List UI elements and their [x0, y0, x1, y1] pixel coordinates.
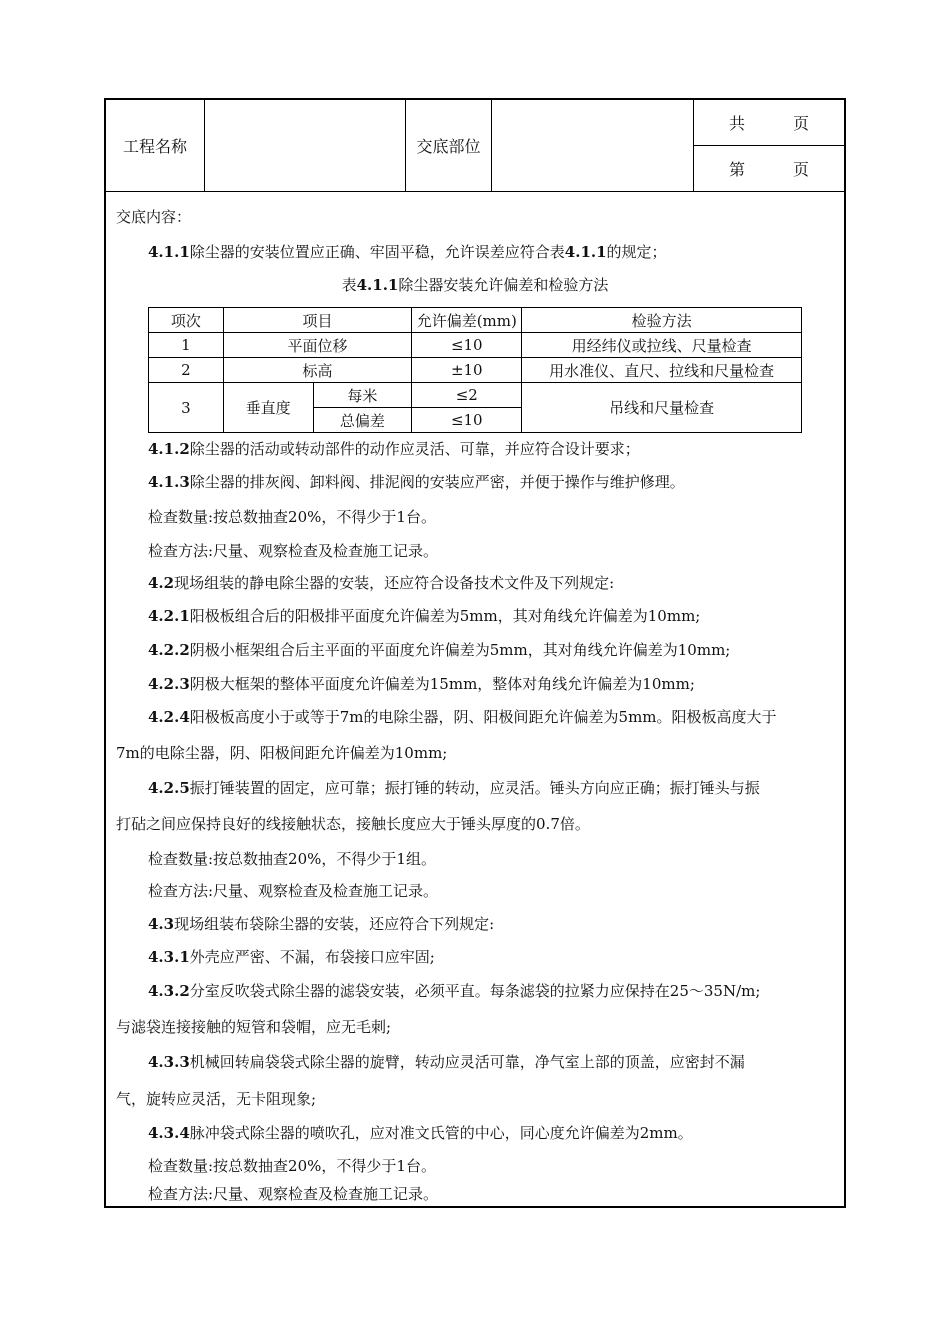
- table-cell: 3: [149, 383, 224, 433]
- para-text: 除尘器的活动或转动部件的动作应灵活、可靠，并应符合设计要求；: [189, 440, 640, 458]
- para-text: 外壳应严密、不漏，布袋接口应牢固;: [189, 948, 435, 966]
- para-number: 4.1.1: [148, 243, 190, 261]
- table-header-row: [149, 308, 802, 333]
- header-cell: 项目: [223, 308, 412, 333]
- para-text: 机械回转扁袋袋式除尘器的旋臂，转动应灵活可靠，净气室上部的顶盖，应密封不漏: [189, 1053, 745, 1071]
- table-cell: 标高: [223, 358, 412, 383]
- caption-text: 除尘器安装允许偏差和检验方法: [398, 276, 609, 294]
- para-text: 除尘器的安装位置应正确、牢固平稳，允许误差应符合表: [189, 243, 565, 261]
- para-text: 除尘器的排灰阀、卸料阀、排泥阀的安装应严密，并便于操作与维护修理。: [189, 473, 685, 491]
- para-text: 阳极板组合后的阳极排平面度允许偏差为5mm，其对角线允许偏差为10mm;: [189, 607, 701, 625]
- para-number: 4.2.1: [148, 607, 190, 625]
- header-cell: 项次: [149, 308, 224, 333]
- para-4-2-4-cont: 7m的电除尘器，阴、阳极间距允许偏差为10mm;: [116, 744, 448, 762]
- tolerance-table: [148, 307, 802, 433]
- para-4-2-3: [106, 673, 844, 694]
- check-method: 检查方法:尺量、观察检查及检查施工记录。: [148, 542, 439, 560]
- table-cell: 用经纬仪或拉线、尺量检查: [522, 333, 802, 358]
- table-cell: 吊线和尺量检查: [522, 383, 802, 433]
- para-tail: 的规定；: [606, 243, 667, 261]
- para-number: 4.3.1: [148, 948, 190, 966]
- para-4-2: [106, 572, 844, 593]
- para-4-1-1: [106, 241, 844, 262]
- para-number: 4.3.4: [148, 1124, 190, 1142]
- check-quantity: 检查数量:按总数抽查20%，不得少于1台。: [148, 508, 436, 526]
- para-number: 4.1.2: [148, 440, 190, 458]
- table-row: [149, 333, 802, 358]
- para-4-2-5: [106, 777, 844, 798]
- caption-number: 4.1.1: [356, 276, 399, 294]
- para-4-3-3-cont: 气，旋转应灵活，无卡阻现象;: [116, 1090, 317, 1108]
- para-number: 4.2: [148, 574, 175, 592]
- table-caption: [106, 274, 844, 295]
- table-cell: 总偏差: [313, 408, 412, 433]
- header-cell: 允许偏差(mm): [412, 308, 522, 333]
- para-number: 4.2.5: [148, 779, 190, 797]
- table-cell: ≤10: [412, 333, 522, 358]
- para-number: 4.2.2: [148, 641, 190, 659]
- para-text: 现场组装布袋除尘器的安装，还应符合下列规定:: [174, 915, 495, 933]
- table-cell: 2: [149, 358, 224, 383]
- table-cell: 每米: [313, 383, 412, 408]
- para-text: 脉冲袋式除尘器的喷吹孔，应对准文氏管的中心，同心度允许偏差为2mm。: [189, 1124, 693, 1142]
- table-cell: 用水准仪、直尺、拉线和尺量检查: [522, 358, 802, 383]
- para-4-3-2-cont: 与滤袋连接接触的短管和袋帽，应无毛刺;: [116, 1018, 392, 1036]
- para-number: 4.2.4: [148, 708, 190, 726]
- para-4-2-5-cont: 打砧之间应保持良好的线接触状态，接触长度应大于锤头厚度的0.7倍。: [116, 815, 590, 833]
- para-4-2-1: [106, 605, 844, 626]
- caption-prefix: 表: [341, 276, 357, 294]
- para-text: 分室反吹袋式除尘器的滤袋安装，必须平直。每条滤袋的拉紧力应保持在25～35N/m;: [189, 982, 761, 1000]
- para-text: 阴极小框架组合后主平面的平面度允许偏差为5mm，其对角线允许偏差为10mm;: [189, 641, 731, 659]
- para-text: 现场组装的静电除尘器的安装，还应符合设备技术文件及下列规定:: [174, 574, 615, 592]
- para-4-3-1: [106, 946, 844, 967]
- para-4-2-4: [106, 706, 844, 727]
- para-4-3-2: [106, 980, 844, 1001]
- table-cell: 平面位移: [223, 333, 412, 358]
- table-row: [149, 383, 802, 408]
- check-method: 检查方法:尺量、观察检查及检查施工记录。: [148, 1185, 439, 1203]
- check-quantity: 检查数量:按总数抽查20%，不得少于1台。: [148, 1157, 436, 1175]
- table-cell: 1: [149, 333, 224, 358]
- para-4-3-4: [106, 1122, 844, 1143]
- table-cell: ≤2: [412, 383, 522, 408]
- para-4-1-3: [106, 471, 844, 492]
- project-name-label: 工程名称: [122, 137, 187, 156]
- check-quantity: 检查数量:按总数抽查20%，不得少于1组。: [148, 850, 436, 868]
- para-number: 4.3: [148, 915, 175, 933]
- para-4-1-2: [106, 438, 844, 459]
- table-cell: ±10: [412, 358, 522, 383]
- header-cell: 检验方法: [522, 308, 802, 333]
- para-text: 阴极大框架的整体平面度允许偏差为15mm，整体对角线允许偏差为10mm;: [189, 675, 695, 693]
- location-label: 交底部位: [416, 137, 481, 156]
- para-4-2-2: [106, 639, 844, 660]
- para-number: 4.3.2: [148, 982, 190, 1000]
- page-number: 第 页: [728, 160, 809, 179]
- table-ref: 4.1.1: [564, 243, 607, 261]
- para-text: 振打锤装置的固定，应可靠；振打锤的转动，应灵活。锤头方向应正确；振打锤头与振: [189, 779, 760, 797]
- total-pages: 共 页: [728, 114, 809, 133]
- table-cell: 垂直度: [223, 383, 313, 433]
- para-number: 4.1.3: [148, 473, 190, 491]
- para-number: 4.2.3: [148, 675, 190, 693]
- check-method: 检查方法:尺量、观察检查及检查施工记录。: [148, 882, 439, 900]
- header-bottom-line: [106, 191, 844, 192]
- project-name-value[interactable]: [205, 100, 405, 191]
- table-row: [149, 358, 802, 383]
- disclosure-sheet: [104, 98, 846, 1208]
- table-cell: ≤10: [412, 408, 522, 433]
- para-4-3: [106, 913, 844, 934]
- content-label: 交底内容：: [116, 208, 192, 226]
- para-number: 4.3.3: [148, 1053, 190, 1071]
- para-4-3-3: [106, 1051, 844, 1072]
- location-value[interactable]: [492, 100, 693, 191]
- para-text: 阳极板高度小于或等于7m的电除尘器，阴、阳极间距允许偏差为5mm。阳极板高度大于: [189, 708, 777, 726]
